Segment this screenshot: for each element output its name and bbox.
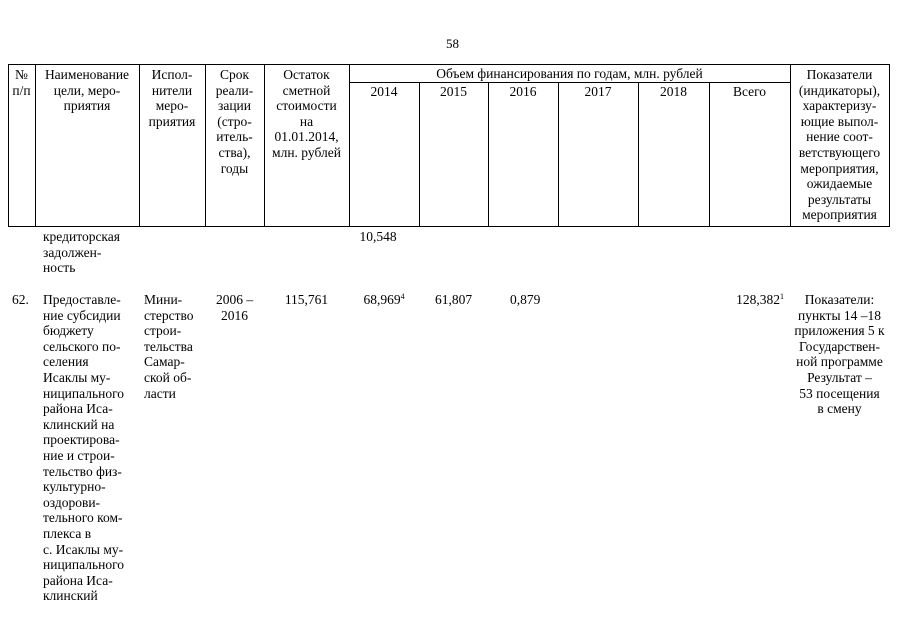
row-62-name: Предоставле- ние субсидии бюджету сельского по- селения Исаклы му- ниципального района Иса- клинский на проектирова- ние и строи- тельство физ- культурно- оздорови- тельного ком- плекса в с. Исаклы му- ниципального района Иса- клинский xyxy=(43,292,125,604)
header-remaining-cost: Остаток сметной стоимости на 01.01.2014, млн. рублей xyxy=(272,67,341,160)
header-year-2016: 2016 xyxy=(509,84,537,99)
header-period: Срок реали- зации (стро- итель- ства), годы xyxy=(215,67,254,176)
row-62-total-footnote: 1 xyxy=(780,292,784,301)
continuation-value-2014: 10,548 xyxy=(359,229,397,244)
header-total: Всего xyxy=(732,84,767,99)
header-name: Наименование цели, меро- приятия xyxy=(44,67,130,114)
page-number: 58 xyxy=(446,36,459,51)
header-executors: Испол- нители меро- приятия xyxy=(148,67,196,129)
header-year-2017: 2017 xyxy=(584,84,612,99)
row-62-value-2016: 0,879 xyxy=(510,292,541,307)
row-62-indicators: Показатели: пункты 14 –18 приложения 5 к Государствен- ной программе Результат – 53 посещения в смену xyxy=(794,292,885,417)
header-year-2015: 2015 xyxy=(440,84,467,99)
header-year-2018: 2018 xyxy=(660,84,687,99)
row-62-value-2014 xyxy=(349,292,419,308)
row-62-remaining-cost: 115,761 xyxy=(284,292,329,307)
header-year-2014: 2014 xyxy=(370,84,398,99)
header-num: № п/п xyxy=(12,67,31,98)
row-62-executor: Мини- стерство строи- тельства Самар- ской об- ласти xyxy=(144,292,194,401)
row-62-num: 62. xyxy=(12,292,29,307)
row-62-value-2014-number: 68,969 xyxy=(363,292,401,307)
row-62-total-number: 128,382 xyxy=(736,292,780,307)
row-62-value-2014-footnote: 4 xyxy=(400,292,405,301)
row-62-period: 2006 – 2016 xyxy=(215,292,254,323)
header-indicators: Показатели (индикаторы), характеризу- ющие выпол- нение соот- ветствующего мероприятия, ожидаемые результаты мероприятия xyxy=(798,67,881,223)
continuation-name: кредиторская задолжен- ность xyxy=(43,229,120,276)
row-62-total xyxy=(709,292,790,308)
header-financing-group: Объем финансирования по годам, млн. рублей xyxy=(436,66,703,81)
row-62-value-2015: 61,807 xyxy=(434,292,473,307)
